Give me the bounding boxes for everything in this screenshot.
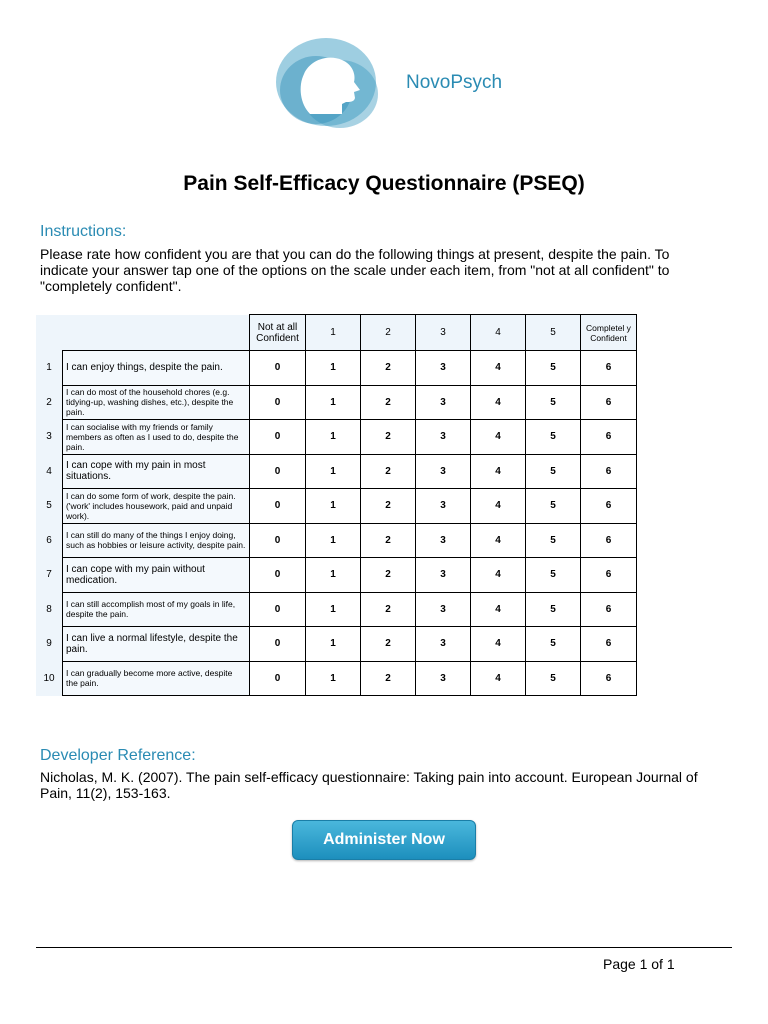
rating-option-5[interactable]: 5 — [526, 627, 581, 662]
item-number: 6 — [36, 523, 63, 558]
rating-option-2[interactable]: 2 — [361, 627, 416, 662]
scale-header: Completel y Confident — [581, 315, 637, 351]
item-row — [36, 385, 637, 420]
rating-option-5[interactable]: 5 — [526, 385, 581, 420]
rating-option-4[interactable]: 4 — [471, 385, 526, 420]
rating-option-6[interactable]: 6 — [581, 385, 637, 420]
rating-option-1[interactable]: 1 — [306, 661, 361, 696]
rating-option-0[interactable]: 0 — [250, 489, 306, 524]
item-row — [36, 454, 637, 489]
rating-option-1[interactable]: 1 — [306, 351, 361, 386]
rating-option-1[interactable]: 1 — [306, 592, 361, 627]
rating-option-6[interactable]: 6 — [581, 592, 637, 627]
rating-option-0[interactable]: 0 — [250, 558, 306, 593]
item-number: 1 — [36, 351, 63, 386]
rating-option-0[interactable]: 0 — [250, 523, 306, 558]
header-blank — [63, 315, 250, 351]
reference-heading: Developer Reference: — [40, 747, 196, 764]
item-text: I can enjoy things, despite the pain. — [63, 351, 250, 386]
rating-option-0[interactable]: 0 — [250, 454, 306, 489]
item-number: 10 — [36, 661, 63, 696]
rating-option-4[interactable]: 4 — [471, 661, 526, 696]
rating-option-3[interactable]: 3 — [416, 351, 471, 386]
rating-option-4[interactable]: 4 — [471, 558, 526, 593]
rating-option-4[interactable]: 4 — [471, 489, 526, 524]
rating-option-2[interactable]: 2 — [361, 454, 416, 489]
item-text: I can gradually become more active, despite the pain. — [63, 661, 250, 696]
rating-option-6[interactable]: 6 — [581, 420, 637, 455]
item-number: 3 — [36, 420, 63, 455]
page-number: Page 1 of 1 — [603, 956, 675, 972]
reference-text: Nicholas, M. K. (2007). The pain self-efficacy questionnaire: Taking pain into account. European Journal of Pain, 11(2), 153-163. — [40, 769, 698, 801]
rating-option-4[interactable]: 4 — [471, 351, 526, 386]
rating-option-0[interactable]: 0 — [250, 661, 306, 696]
administer-now-button[interactable]: Administer Now — [292, 820, 476, 860]
rating-option-2[interactable]: 2 — [361, 385, 416, 420]
rating-option-2[interactable]: 2 — [361, 489, 416, 524]
item-number: 5 — [36, 489, 63, 524]
page-title: Pain Self-Efficacy Questionnaire (PSEQ) — [183, 172, 585, 195]
item-row — [36, 661, 637, 696]
questionnaire-table — [36, 314, 637, 696]
item-number: 4 — [36, 454, 63, 489]
rating-option-0[interactable]: 0 — [250, 592, 306, 627]
rating-option-4[interactable]: 4 — [471, 420, 526, 455]
rating-option-0[interactable]: 0 — [250, 627, 306, 662]
rating-option-3[interactable]: 3 — [416, 661, 471, 696]
rating-option-1[interactable]: 1 — [306, 489, 361, 524]
rating-option-2[interactable]: 2 — [361, 523, 416, 558]
scale-header: 3 — [416, 315, 471, 351]
item-text: I can still accomplish most of my goals in life, despite the pain. — [63, 592, 250, 627]
rating-option-1[interactable]: 1 — [306, 385, 361, 420]
rating-option-6[interactable]: 6 — [581, 489, 637, 524]
item-row — [36, 523, 637, 558]
item-row — [36, 351, 637, 386]
scale-header: Not at all Confident — [250, 315, 306, 351]
item-number: 2 — [36, 385, 63, 420]
rating-option-1[interactable]: 1 — [306, 454, 361, 489]
rating-option-5[interactable]: 5 — [526, 420, 581, 455]
rating-option-5[interactable]: 5 — [526, 558, 581, 593]
rating-option-5[interactable]: 5 — [526, 351, 581, 386]
item-text: I can still do many of the things I enjoy doing, such as hobbies or leisure activity, despite pain. — [63, 523, 250, 558]
rating-option-4[interactable]: 4 — [471, 592, 526, 627]
item-text: I can do some form of work, despite the pain. ('work' includes housework, paid and unpaid work). — [63, 489, 250, 524]
rating-option-5[interactable]: 5 — [526, 489, 581, 524]
rating-option-3[interactable]: 3 — [416, 454, 471, 489]
item-row — [36, 558, 637, 593]
rating-option-6[interactable]: 6 — [581, 351, 637, 386]
rating-option-4[interactable]: 4 — [471, 523, 526, 558]
item-number: 8 — [36, 592, 63, 627]
rating-option-1[interactable]: 1 — [306, 420, 361, 455]
rating-option-2[interactable]: 2 — [361, 351, 416, 386]
scale-header: 5 — [526, 315, 581, 351]
scale-header: 4 — [471, 315, 526, 351]
rating-option-1[interactable]: 1 — [306, 558, 361, 593]
rating-option-1[interactable]: 1 — [306, 627, 361, 662]
item-number: 9 — [36, 627, 63, 662]
instructions-text: Please rate how confident you are that you can do the following things at present, despite the pain. To indicate your answer tap one of the options on the scale under each item, from "not at all confident" to "completely confident". — [40, 246, 670, 294]
rating-option-5[interactable]: 5 — [526, 523, 581, 558]
rating-option-3[interactable]: 3 — [416, 592, 471, 627]
rating-option-2[interactable]: 2 — [361, 558, 416, 593]
instructions-heading: Instructions: — [40, 223, 127, 240]
rating-option-3[interactable]: 3 — [416, 558, 471, 593]
header-blank — [36, 315, 63, 351]
rating-option-6[interactable]: 6 — [581, 558, 637, 593]
item-text: I can socialise with my friends or family members as often as I used to do, despite the pain. — [63, 420, 250, 455]
item-number: 7 — [36, 558, 63, 593]
rating-option-5[interactable]: 5 — [526, 661, 581, 696]
scale-header: 2 — [361, 315, 416, 351]
item-text: I can cope with my pain without medication. — [63, 558, 250, 593]
rating-option-3[interactable]: 3 — [416, 627, 471, 662]
item-row — [36, 592, 637, 627]
rating-option-6[interactable]: 6 — [581, 523, 637, 558]
item-row — [36, 489, 637, 524]
item-text: I can cope with my pain in most situations. — [63, 454, 250, 489]
footer-divider — [36, 947, 732, 948]
rating-option-6[interactable]: 6 — [581, 627, 637, 662]
head-profile-logo-icon — [270, 34, 382, 130]
rating-option-2[interactable]: 2 — [361, 592, 416, 627]
rating-option-0[interactable]: 0 — [250, 420, 306, 455]
rating-option-0[interactable]: 0 — [250, 351, 306, 386]
rating-option-3[interactable]: 3 — [416, 420, 471, 455]
rating-option-6[interactable]: 6 — [581, 661, 637, 696]
rating-option-3[interactable]: 3 — [416, 385, 471, 420]
item-text: I can live a normal lifestyle, despite the pain. — [63, 627, 250, 662]
scale-header: 1 — [306, 315, 361, 351]
rating-option-2[interactable]: 2 — [361, 420, 416, 455]
rating-option-3[interactable]: 3 — [416, 489, 471, 524]
rating-option-1[interactable]: 1 — [306, 523, 361, 558]
rating-option-3[interactable]: 3 — [416, 523, 471, 558]
rating-option-6[interactable]: 6 — [581, 454, 637, 489]
rating-option-4[interactable]: 4 — [471, 627, 526, 662]
rating-option-5[interactable]: 5 — [526, 454, 581, 489]
rating-option-0[interactable]: 0 — [250, 385, 306, 420]
rating-option-2[interactable]: 2 — [361, 661, 416, 696]
item-row — [36, 627, 637, 662]
scale-header-row — [36, 315, 637, 351]
rating-option-5[interactable]: 5 — [526, 592, 581, 627]
item-row — [36, 420, 637, 455]
rating-option-4[interactable]: 4 — [471, 454, 526, 489]
item-text: I can do most of the household chores (e.g. tidying-up, washing dishes, etc.), despite the pain. — [63, 385, 250, 420]
brand-name: NovoPsych — [406, 72, 503, 93]
